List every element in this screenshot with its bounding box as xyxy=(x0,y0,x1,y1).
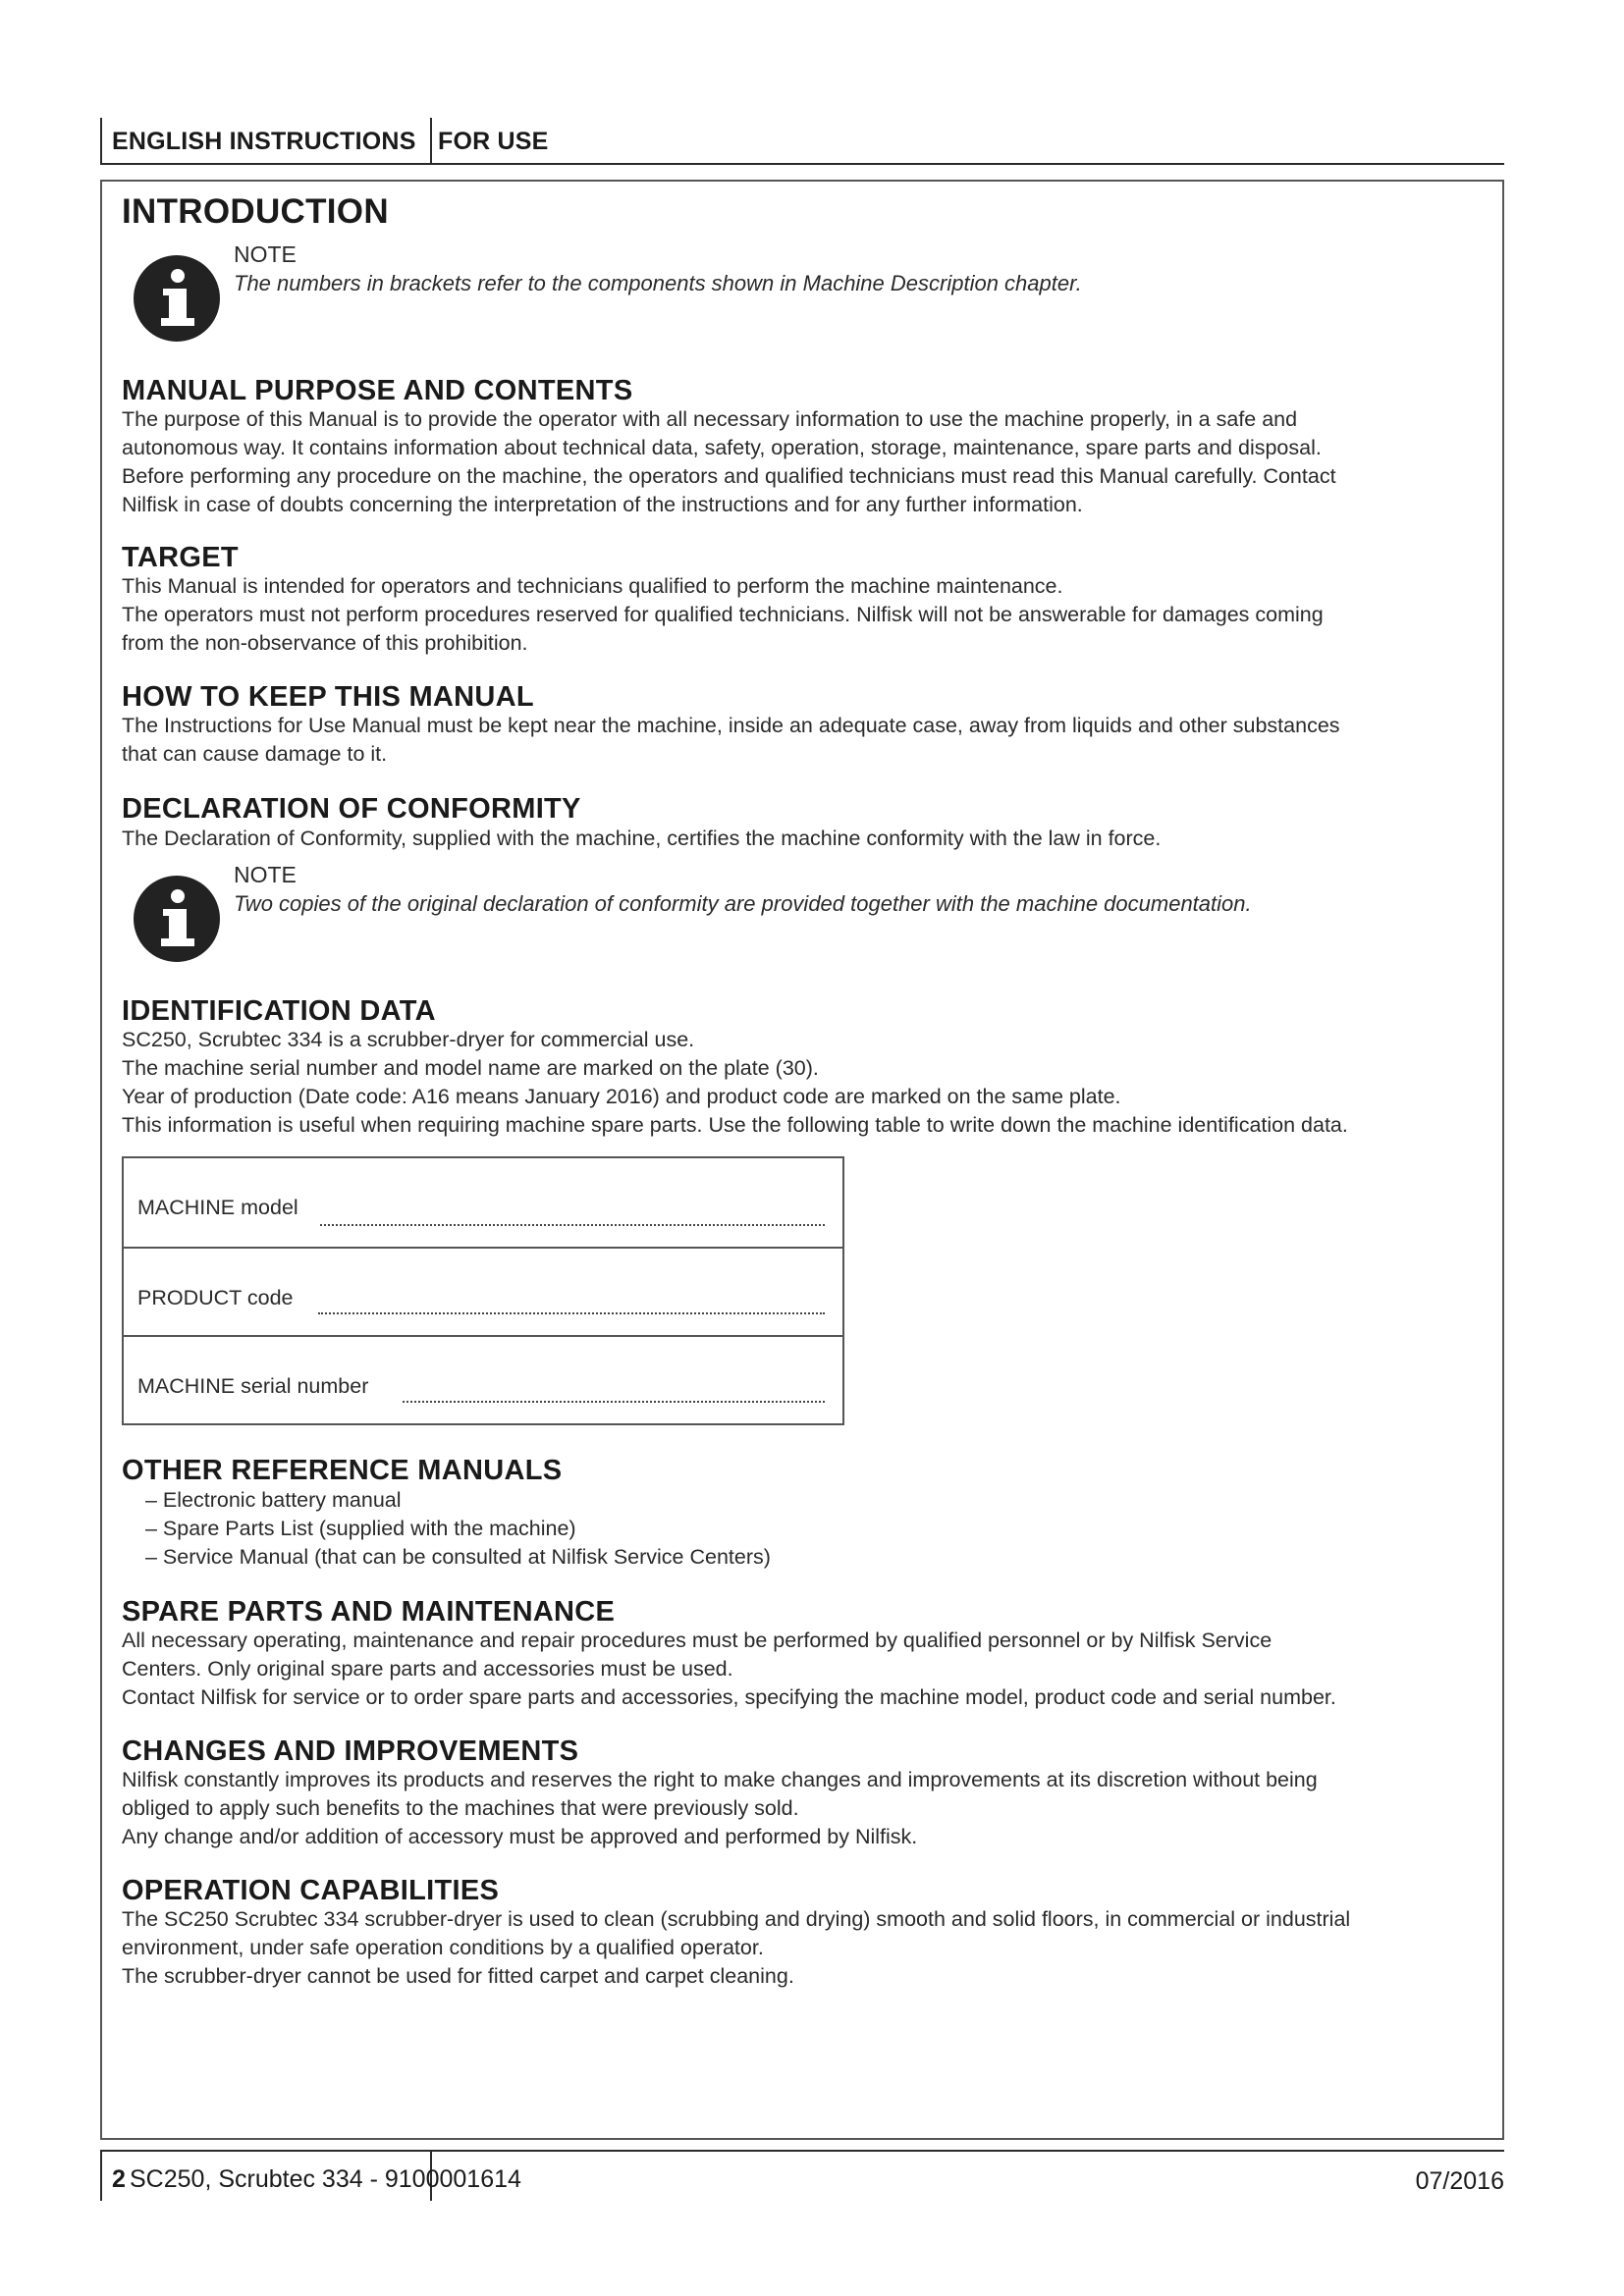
product-code-field[interactable] xyxy=(318,1312,825,1314)
product-code-row xyxy=(124,1247,842,1336)
introduction-note xyxy=(134,241,1489,340)
text-line: Year of production (Date code: A16 means January 2016) and product code are marked on the same plate. xyxy=(122,1085,1121,1108)
identification-table xyxy=(122,1156,844,1425)
list-item: – Service Manual (that can be consulted at Nilfisk Service Centers) xyxy=(145,1545,771,1569)
info-icon xyxy=(134,255,220,342)
operation-title: OPERATION CAPABILITIES xyxy=(122,1875,500,1906)
spare-parts-title: SPARE PARTS AND MAINTENANCE xyxy=(122,1596,616,1628)
product-code-label: PRODUCT code xyxy=(137,1286,294,1309)
text-line: Any change and/or addition of accessory must be approved and performed by Nilfisk. xyxy=(122,1825,918,1848)
text-line: This Manual is intended for operators and technicians qualified to perform the machine maintenance. xyxy=(122,574,1063,598)
text-line: The Instructions for Use Manual must be kept near the machine, inside an adequate case, away from liquids and other substances xyxy=(122,714,1340,737)
other-manuals-list xyxy=(145,1486,771,1572)
document-date: 07/2016 xyxy=(1415,2167,1504,2195)
identification-title: IDENTIFICATION DATA xyxy=(122,995,436,1027)
spare-parts-text xyxy=(122,1627,1487,1712)
text-line: All necessary operating, maintenance and repair procedures must be performed by qualified personnel or by Nilfisk Service xyxy=(122,1629,1272,1652)
text-line: The operators must not perform procedures reserved for qualified technicians. Nilfisk will not be answerable for damages coming xyxy=(122,603,1324,626)
info-icon xyxy=(134,876,220,962)
note-text: Two copies of the original declaration of conformity are provided together with the machine documentation. xyxy=(234,891,1252,916)
other-manuals-title: OTHER REFERENCE MANUALS xyxy=(122,1455,563,1486)
serial-number-row xyxy=(124,1335,842,1424)
text-line: Centers. Only original spare parts and accessories must be used. xyxy=(122,1657,733,1681)
header-manual-type: FOR USE xyxy=(438,128,549,155)
operation-text xyxy=(122,1905,1487,1991)
text-line: SC250, Scrubtec 334 is a scrubber-dryer for commercial use. xyxy=(122,1028,695,1051)
text-line: The scrubber-dryer cannot be used for fitted carpet and carpet cleaning. xyxy=(122,1964,794,1988)
list-item: – Spare Parts List (supplied with the machine) xyxy=(145,1517,576,1540)
text-line: Before performing any procedure on the machine, the operators and qualified technicians must read this Manual carefully. Contact xyxy=(122,464,1336,488)
text-line: The Declaration of Conformity, supplied with the machine, certifies the machine conformity with the law in force. xyxy=(122,827,1162,850)
declaration-note xyxy=(134,862,1489,960)
machine-model-label: MACHINE model xyxy=(137,1196,298,1219)
text-line: This information is useful when requiring machine spare parts. Use the following table to write down the machine identification data. xyxy=(122,1113,1348,1137)
changes-text xyxy=(122,1766,1487,1851)
changes-title: CHANGES AND IMPROVEMENTS xyxy=(122,1735,579,1767)
manual-purpose-text xyxy=(122,405,1487,519)
manual-purpose-title: MANUAL PURPOSE AND CONTENTS xyxy=(122,375,633,406)
text-line: Nilfisk in case of doubts concerning the interpretation of the instructions and for any further information. xyxy=(122,493,1083,516)
page-footer xyxy=(100,2150,1504,2199)
page-header xyxy=(100,118,1504,165)
page-number: 2 xyxy=(112,2165,126,2193)
target-title: TARGET xyxy=(122,542,239,573)
target-text xyxy=(122,572,1487,658)
how-to-keep-title: HOW TO KEEP THIS MANUAL xyxy=(122,681,534,713)
header-language: ENGLISH INSTRUCTIONS xyxy=(112,128,416,155)
text-line: from the non-observance of this prohibition. xyxy=(122,631,528,655)
text-line: environment, under safe operation conditions by a qualified operator. xyxy=(122,1936,764,1959)
text-line: Contact Nilfisk for service or to order spare parts and accessories, specifying the machine model, product code and serial number. xyxy=(122,1685,1336,1709)
list-item: – Electronic battery manual xyxy=(145,1488,402,1512)
introduction-title: INTRODUCTION xyxy=(122,192,389,231)
text-line: Nilfisk constantly improves its products and reserves the right to make changes and improvements at its discretion without being xyxy=(122,1768,1318,1791)
machine-model-field[interactable] xyxy=(320,1224,825,1226)
text-line: The machine serial number and model name are marked on the plate (30). xyxy=(122,1056,819,1080)
footer-divider-left xyxy=(100,2152,102,2201)
note-label: NOTE xyxy=(234,241,297,267)
identification-text xyxy=(122,1026,1487,1140)
serial-number-field[interactable] xyxy=(403,1401,825,1403)
note-text: The numbers in brackets refer to the components shown in Machine Description chapter. xyxy=(234,271,1082,295)
declaration-text xyxy=(122,825,1487,853)
how-to-keep-text xyxy=(122,712,1487,769)
serial-number-label: MACHINE serial number xyxy=(137,1374,369,1398)
text-line: The purpose of this Manual is to provide the operator with all necessary information to use the machine properly, in a safe and xyxy=(122,407,1298,431)
document-reference: SC250, Scrubtec 334 - 9100001614 xyxy=(130,2165,521,2193)
text-line: obliged to apply such benefits to the machines that were previously sold. xyxy=(122,1796,799,1820)
text-line: autonomous way. It contains information about technical data, safety, operation, storage, maintenance, spare parts and disposal. xyxy=(122,436,1322,459)
header-divider-left xyxy=(100,118,102,165)
declaration-title: DECLARATION OF CONFORMITY xyxy=(122,793,581,825)
header-divider-middle xyxy=(430,118,432,165)
note-label: NOTE xyxy=(234,862,297,887)
text-line: The SC250 Scrubtec 334 scrubber-dryer is used to clean (scrubbing and drying) smooth and solid floors, in commercial or industrial xyxy=(122,1907,1351,1931)
text-line: that can cause damage to it. xyxy=(122,742,388,766)
machine-model-row xyxy=(124,1158,842,1248)
